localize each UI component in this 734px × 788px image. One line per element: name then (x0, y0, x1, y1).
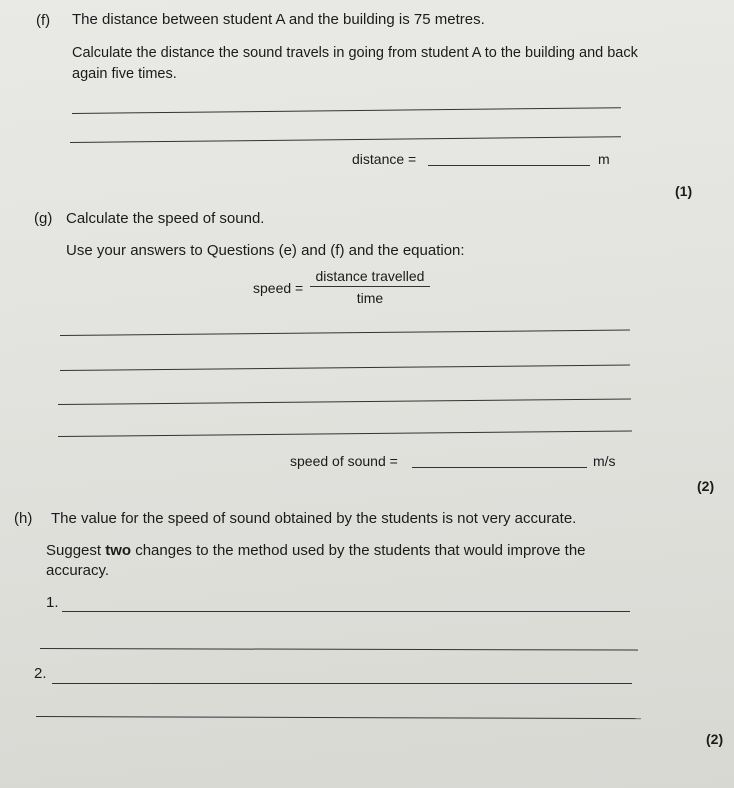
equation-fraction (310, 268, 430, 306)
speed-unit: m/s (593, 453, 616, 469)
answer-line-f-1[interactable] (72, 107, 621, 114)
question-h-text-line3: accuracy. (46, 562, 110, 579)
question-h-label: (h) (14, 510, 33, 527)
question-h-text-line2-start: Suggest (46, 542, 106, 559)
speed-answer-label: speed of sound = (290, 453, 398, 469)
answer-line-h-2[interactable] (40, 648, 638, 651)
distance-unit: m (598, 151, 610, 167)
question-f-text-line2: Calculate the distance the sound travels in going from student A to the building and back (72, 45, 638, 61)
question-g-marks: (2) (697, 478, 715, 494)
answer-item-1-label: 1. (46, 594, 59, 611)
speed-answer-blank[interactable] (412, 452, 587, 468)
question-h-text-line2-end: changes to the method used by the students that would improve the (131, 542, 586, 559)
question-f-label: (f) (36, 12, 51, 29)
equation-lhs: speed = (253, 280, 304, 296)
answer-line-g-3[interactable] (58, 398, 631, 405)
question-g-text-line2: Use your answers to Questions (e) and (f) and the equation: (66, 242, 465, 259)
answer-item-2-label: 2. (34, 665, 47, 682)
answer-line-g-4[interactable] (58, 430, 632, 437)
question-f-text-line3: again five times. (72, 66, 177, 82)
answer-line-h-1[interactable] (62, 611, 630, 612)
answer-line-f-2[interactable] (70, 136, 621, 143)
question-f-text-line1: The distance between student A and the building is 75 metres. (72, 11, 485, 28)
question-h-text-line2 (46, 542, 586, 560)
answer-line-g-2[interactable] (60, 365, 630, 371)
equation-denominator: time (356, 290, 384, 306)
equation-numerator: distance travelled (315, 268, 425, 284)
question-g-label: (g) (34, 210, 53, 227)
answer-line-h-4[interactable] (36, 716, 641, 719)
distance-answer-blank[interactable] (428, 150, 590, 166)
question-h-text-line1: The value for the speed of sound obtained by the students is not very accurate. (51, 510, 577, 527)
question-h-marks: (2) (706, 731, 724, 747)
question-f-marks: (1) (675, 183, 693, 199)
answer-line-h-3[interactable] (52, 683, 632, 684)
distance-answer-label: distance = (352, 151, 417, 167)
question-g-text-line1: Calculate the speed of sound. (66, 210, 265, 227)
answer-line-g-1[interactable] (60, 330, 630, 336)
emphasis-two: two (105, 542, 132, 559)
